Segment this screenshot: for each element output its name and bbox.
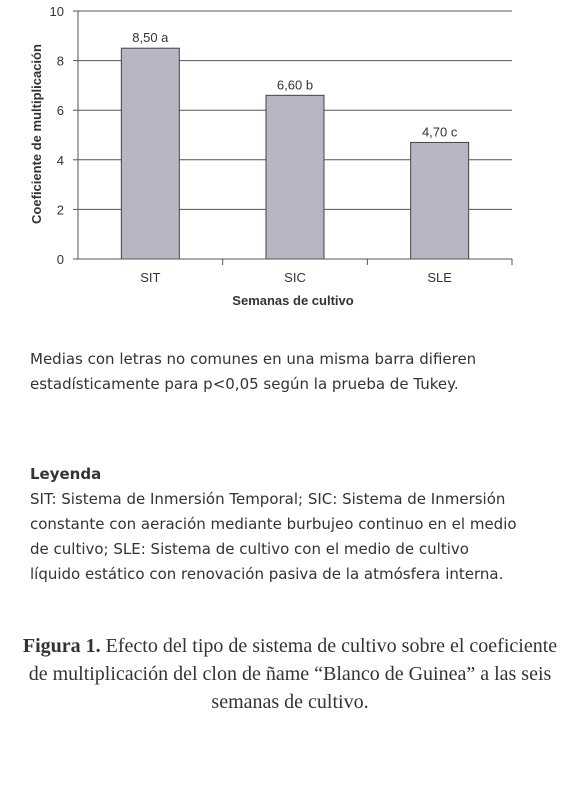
x-tick-label: SLE (427, 270, 452, 285)
y-tick-label: 10 (49, 4, 64, 19)
x-tick-label: SIC (284, 270, 306, 285)
bars (121, 30, 468, 259)
y-tick-label: 0 (56, 252, 64, 267)
bar-value-label: 4,70 c (421, 124, 458, 140)
y-tick-label: 8 (56, 53, 64, 69)
caption-label: Figura 1. (22, 635, 101, 657)
y-tick-label: 2 (56, 202, 64, 218)
y-axis-label: Coeficiente de multiplicación (29, 44, 44, 224)
x-axis-label: Semanas de cultivo (232, 293, 354, 308)
legend-text: SIT: Sistema de Inmersión Temporal; SIC: Sistema de Inmersión constante con aeración mediante burbujeo continuo en el medio de cultivo; SLE: Sistema de cultivo con el medio de cultivo líquido estático con renovación pasiva de la atmósfera interna. (30, 490, 517, 583)
bar-chart (0, 0, 579, 320)
significance-note: Medias con letras no comunes en una misma barra difieren estadísticamente para p<0,05 según la prueba de Tukey. (30, 350, 477, 393)
x-tick-label: SIT (140, 270, 161, 285)
y-tick-label: 4 (56, 152, 64, 168)
bar-value-label: 6,60 b (276, 77, 314, 93)
caption-text: Efecto del tipo de sistema de cultivo sobre el coeficiente de multiplicación del clon de ñame “Blanco de Guinea” a las seis semanas de cultivo. (28, 635, 558, 713)
figure-caption (20, 632, 560, 716)
bar-sit (121, 48, 179, 259)
legend-block (30, 462, 520, 587)
bar-sle (411, 142, 469, 259)
bar-value-label: 8,50 a (132, 30, 169, 46)
legend-title: Leyenda (30, 465, 102, 483)
y-tick-label: 6 (56, 103, 64, 119)
bar-sic (266, 95, 324, 259)
